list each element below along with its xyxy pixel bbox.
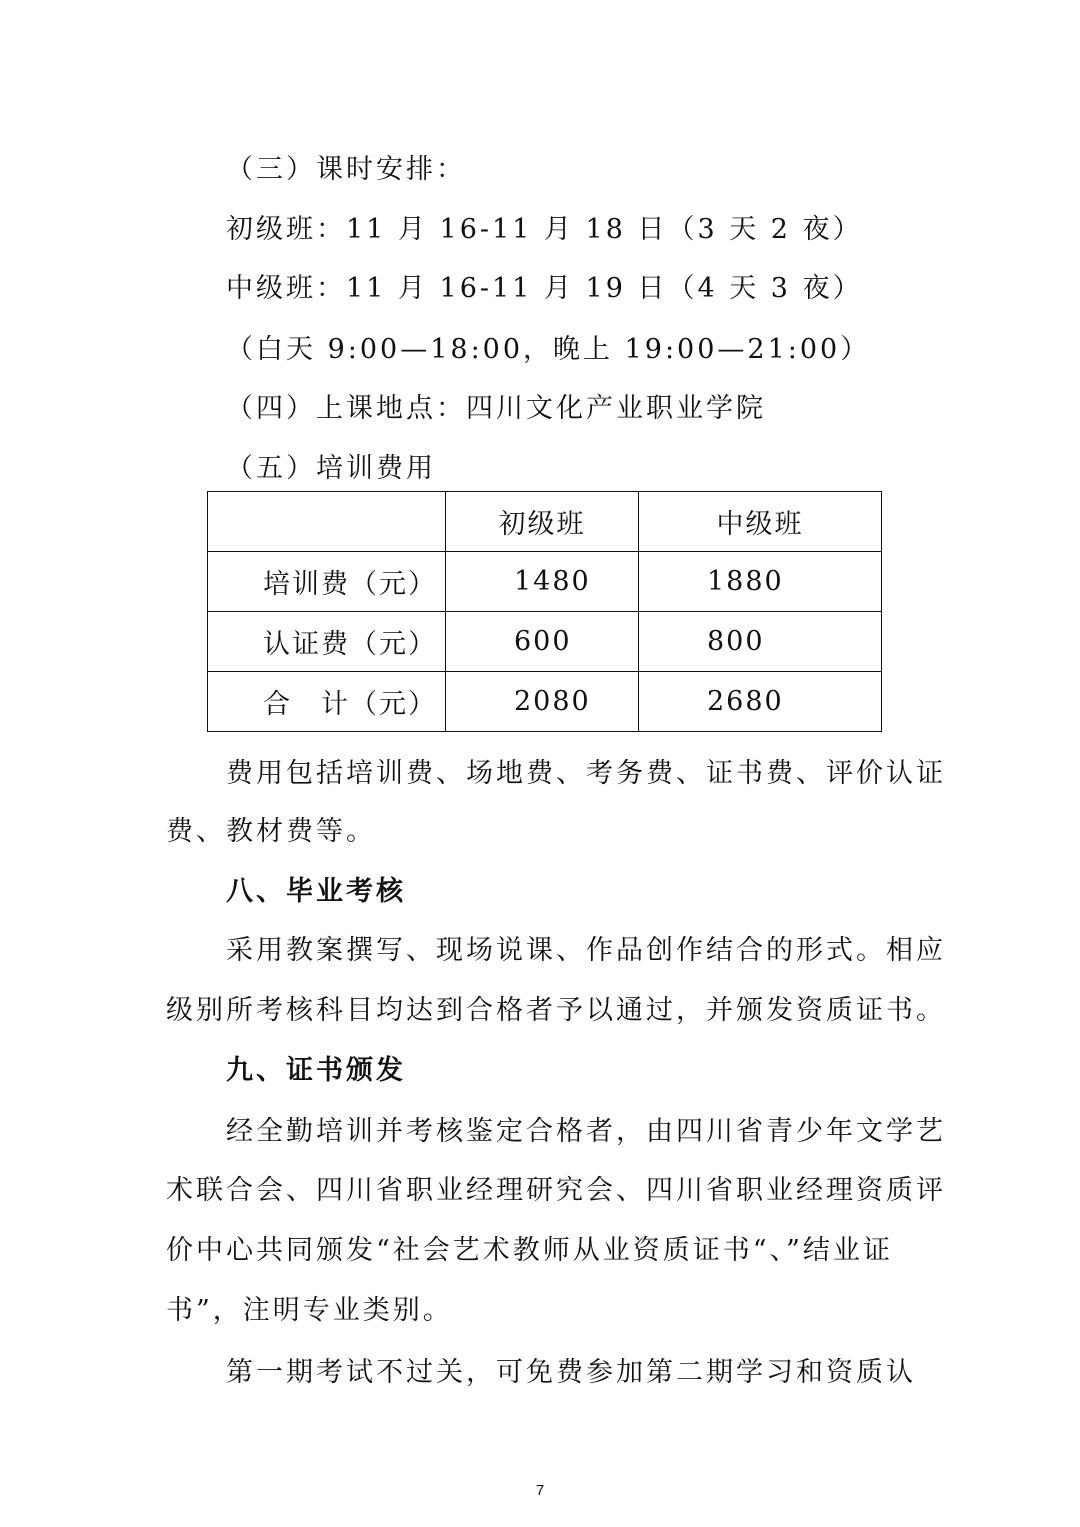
fee-note-line-2: 费、教材费等。 xyxy=(166,816,376,847)
paragraph-line: 术联合会、四川省职业经理研究会、四川省职业经理资质评 xyxy=(166,1175,946,1206)
table-row xyxy=(208,672,882,732)
fee-note-line-1: 费用包括培训费、场地费、考务费、证书费、评价认证 xyxy=(226,758,946,789)
table-header-intermediate: 中级班 xyxy=(639,492,882,552)
table-header-row xyxy=(208,492,882,552)
heading-graduation-assessment: 八、毕业考核 xyxy=(226,876,406,907)
hours-note: （白天 9:00—18:00，晚上 19:00—21:00） xyxy=(226,334,871,365)
table-cell: 1480 xyxy=(446,552,639,612)
section-5-title: （五）培训费用 xyxy=(226,453,436,484)
table-header-beginner: 初级班 xyxy=(446,492,639,552)
beginner-schedule: 初级班：11 月 16-11 月 18 日（3 天 2 夜） xyxy=(226,214,863,245)
section-3-title: （三）课时安排： xyxy=(226,154,466,185)
row-label: 合 计（元） xyxy=(208,672,446,732)
intermediate-schedule: 中级班：11 月 16-11 月 19 日（4 天 3 夜） xyxy=(226,273,863,304)
table-row xyxy=(208,612,882,672)
paragraph-line: 第一期考试不过关，可免费参加第二期学习和资质认 xyxy=(226,1357,916,1388)
table-cell: 600 xyxy=(446,612,639,672)
table-row xyxy=(208,552,882,612)
paragraph-line: 价中心共同颁发“社会艺术教师从业资质证书“、”结业证 xyxy=(166,1235,893,1266)
fee-table xyxy=(207,491,882,732)
table-cell: 800 xyxy=(639,612,882,672)
table-header-empty xyxy=(208,492,446,552)
table-cell: 2680 xyxy=(639,672,882,732)
paragraph-line: 经全勤培训并考核鉴定合格者，由四川省青少年文学艺 xyxy=(226,1116,946,1147)
table-cell: 1880 xyxy=(639,552,882,612)
row-label: 培训费（元） xyxy=(208,552,446,612)
page-number: 7 xyxy=(535,1482,545,1499)
paragraph-line: 级别所考核科目均达到合格者予以通过，并颁发资质证书。 xyxy=(166,995,946,1026)
paragraph-line: 书”，注明专业类别。 xyxy=(166,1295,453,1326)
table-cell: 2080 xyxy=(446,672,639,732)
heading-certificate-issuance: 九、证书颁发 xyxy=(226,1055,406,1086)
row-label: 认证费（元） xyxy=(208,612,446,672)
paragraph-line: 采用教案撰写、现场说课、作品创作结合的形式。相应 xyxy=(226,935,946,966)
section-4-location: （四）上课地点：四川文化产业职业学院 xyxy=(226,393,766,424)
